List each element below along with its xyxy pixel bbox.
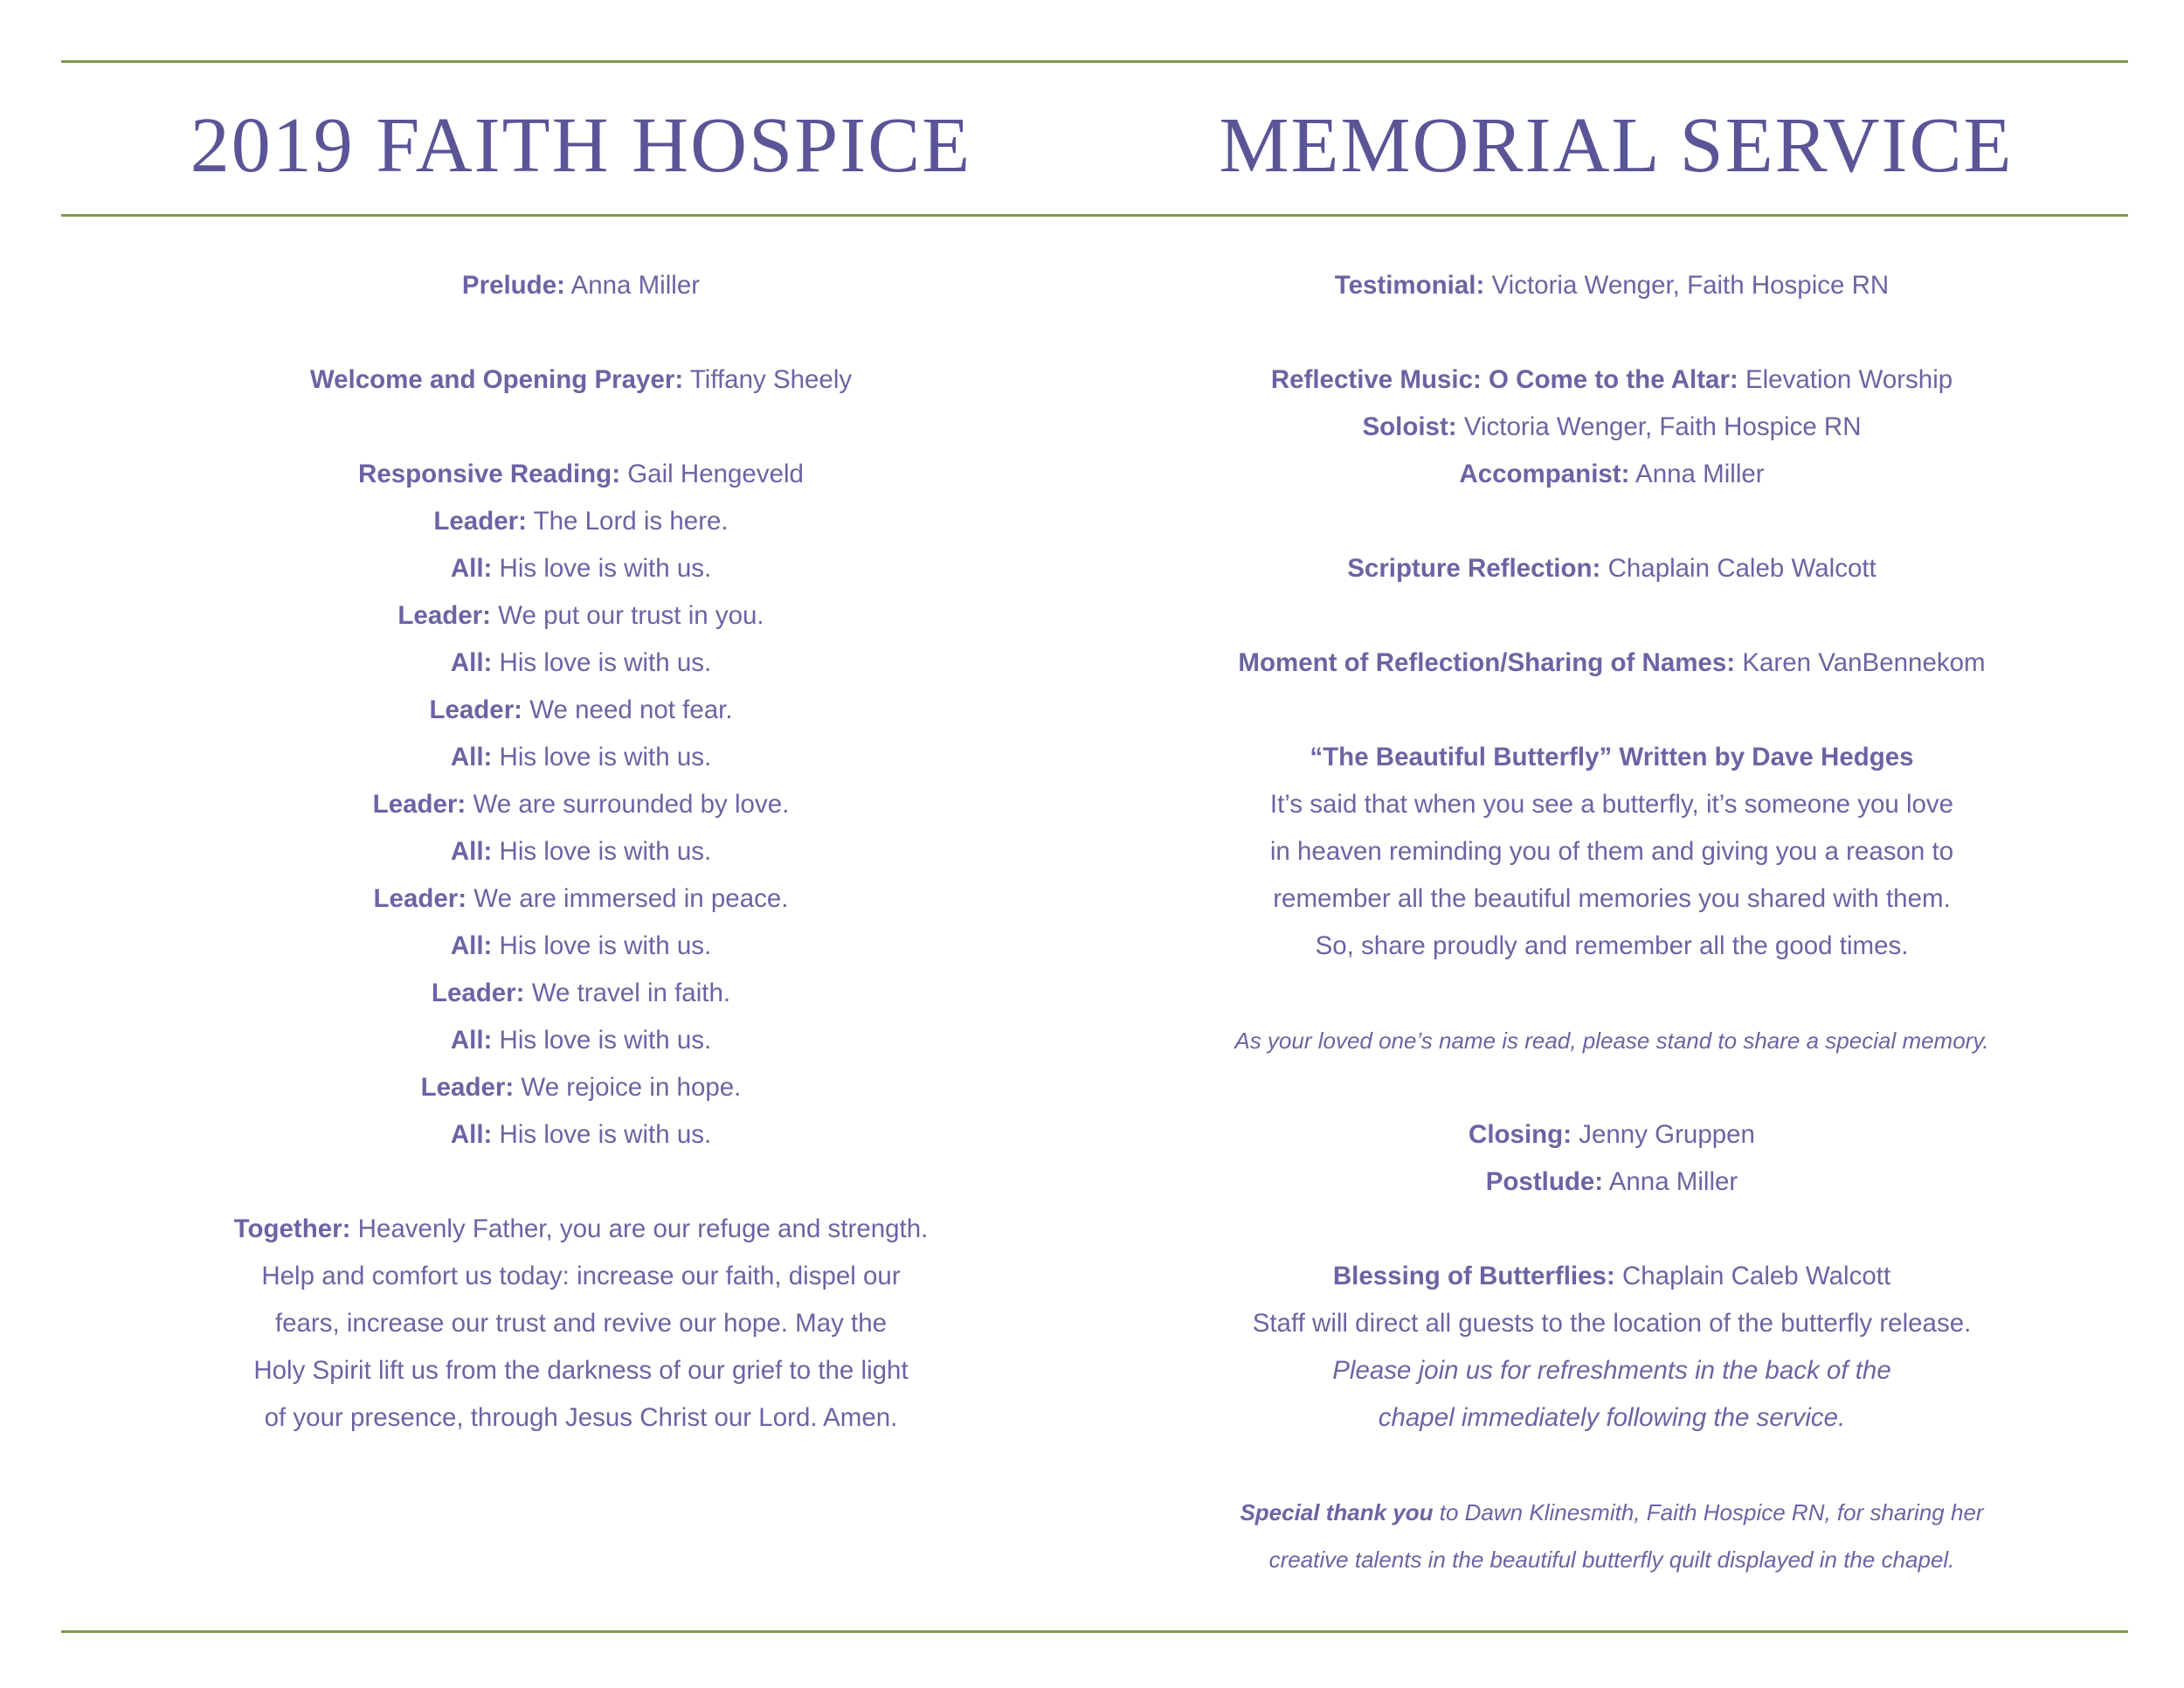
poem-line: So, share proudly and remember all the good times. [1315,931,1909,960]
responsive-text: Gail Hengeveld [627,460,804,488]
top-divider [61,60,2128,63]
together-line [61,1206,1101,1253]
thanks-label: Special thank you [1240,1499,1434,1525]
together-text: Heavenly Father, you are our refuge and strength. [357,1214,929,1243]
postlude-line [1088,1159,2136,1206]
accompanist-text: Anna Miller [1635,460,1765,488]
scripture-label: Scripture Reflection: [1347,554,1601,583]
responsive-line [61,451,1101,498]
reading-text: His love is with us. [499,554,712,583]
responsive-label: Responsive Reading: [358,460,621,488]
bottom-divider [61,1630,2128,1633]
poem-line: in heaven reminding you of them and giving you a reason to [1269,837,1954,866]
testimonial-label: Testimonial: [1334,271,1485,300]
reading-line [61,1017,1101,1064]
poem-title-text: “The Beautiful Butterfly” Written by Dave Hedges [1310,743,1914,771]
reading-line [61,923,1101,970]
reading-text: His love is with us. [499,1026,712,1055]
reading-label: All: [450,743,493,771]
reading-text: His love is with us. [499,931,712,960]
reading-label: All: [450,1026,493,1055]
accompanist-line [1088,451,2136,498]
reading-text: We need not fear. [529,695,733,724]
soloist-label: Soloist: [1362,412,1457,441]
reading-text: His love is with us. [499,648,712,677]
reading-label: All: [450,648,493,677]
reading-text: We rejoice in hope. [521,1073,742,1102]
together-line: Holy Spirit lift us from the darkness of our grief to the light [253,1356,909,1385]
reading-label: Leader: [431,979,525,1007]
title-right: MEMORIAL SERVICE [1219,102,2014,189]
postlude-label: Postlude: [1485,1167,1604,1196]
staff-note: Staff will direct all guests to the location of the butterfly release. [1252,1309,1972,1338]
refreshments-note: Please join us for refreshments in the back of the [1332,1356,1891,1385]
poem-line: remember all the beautiful memories you shared with them. [1273,884,1951,913]
reading-line [61,734,1101,781]
reading-label: Leader: [433,507,527,536]
reading-label: All: [450,931,493,960]
reading-line [61,1064,1101,1111]
reading-label: Leader: [420,1073,515,1102]
reading-line [61,545,1101,592]
prelude-label: Prelude: [461,271,565,300]
blessing-line [1088,1253,2136,1300]
postlude-text: Anna Miller [1608,1167,1738,1196]
instruction-note: As your loved one’s name is read, please stand to share a special memory. [1234,1027,1989,1054]
refreshments-note: chapel immediately following the service. [1378,1403,1846,1432]
scripture-line [1088,545,2136,592]
closing-text: Jenny Gruppen [1579,1120,1755,1149]
music-line [1088,356,2136,404]
reading-text: The Lord is here. [533,507,729,536]
testimonial-line [1088,262,2136,309]
title-left: 2019 FAITH HOSPICE [190,102,972,189]
reading-text: We are immersed in peace. [473,884,789,913]
accompanist-label: Accompanist: [1459,460,1630,488]
reading-label: Leader: [373,884,467,913]
prelude-line [61,262,1101,309]
reading-label: All: [450,837,493,866]
reading-line [61,828,1101,875]
reading-line [61,640,1101,687]
closing-line [1088,1111,2136,1159]
moment-label: Moment of Reflection/Sharing of Names: [1238,648,1736,677]
reading-line [61,970,1101,1017]
blessing-text: Chaplain Caleb Walcott [1621,1262,1891,1290]
moment-line [1088,640,2136,687]
reading-label: Leader: [372,790,467,819]
together-label: Together: [233,1214,351,1243]
reading-text: We put our trust in you. [498,601,764,630]
reading-line [61,498,1101,545]
thanks-line [1088,1489,2136,1536]
thanks-line-2: creative talents in the beautiful butterfly quilt displayed in the chapel. [1268,1546,1955,1573]
reading-line [61,781,1101,828]
reading-text: His love is with us. [499,1120,712,1149]
together-line: of your presence, through Jesus Christ our Lord. Amen. [264,1403,898,1432]
header-divider [61,214,2128,217]
reading-label: Leader: [429,695,523,724]
music-text: Elevation Worship [1745,365,1953,394]
reading-label: All: [450,554,493,583]
reading-label: All: [450,1120,493,1149]
poem-title [1088,734,2136,781]
soloist-line [1088,404,2136,451]
soloist-text: Victoria Wenger, Faith Hospice RN [1463,412,1862,441]
reading-text: His love is with us. [499,743,712,771]
together-line: fears, increase our trust and revive our hope. May the [274,1309,888,1338]
welcome-label: Welcome and Opening Prayer: [309,365,684,394]
welcome-text: Tiffany Sheely [689,365,853,394]
reading-text: His love is with us. [499,837,712,866]
reading-line [61,687,1101,734]
welcome-line [61,356,1101,404]
moment-text: Karen VanBennekom [1742,648,1986,677]
reading-text: We are surrounded by love. [473,790,790,819]
blessing-label: Blessing of Butterflies: [1332,1262,1615,1290]
left-column [61,262,1101,1442]
scripture-text: Chaplain Caleb Walcott [1607,554,1876,583]
music-label: Reflective Music: O Come to the Altar: [1270,365,1738,394]
reading-line [61,875,1101,923]
thanks-text: to Dawn Klinesmith, Faith Hospice RN, for sharing her [1439,1499,1984,1525]
reading-line [61,592,1101,640]
testimonial-text: Victoria Wenger, Faith Hospice RN [1491,271,1890,300]
closing-label: Closing: [1469,1120,1572,1149]
poem-line: It’s said that when you see a butterfly, it’s someone you love [1269,790,1954,819]
together-line: Help and comfort us today: increase our faith, dispel our [261,1262,901,1290]
right-column [1088,262,2136,1583]
reading-text: We travel in faith. [531,979,731,1007]
reading-line [61,1111,1101,1159]
prelude-text: Anna Miller [570,271,701,300]
reading-label: Leader: [397,601,491,630]
